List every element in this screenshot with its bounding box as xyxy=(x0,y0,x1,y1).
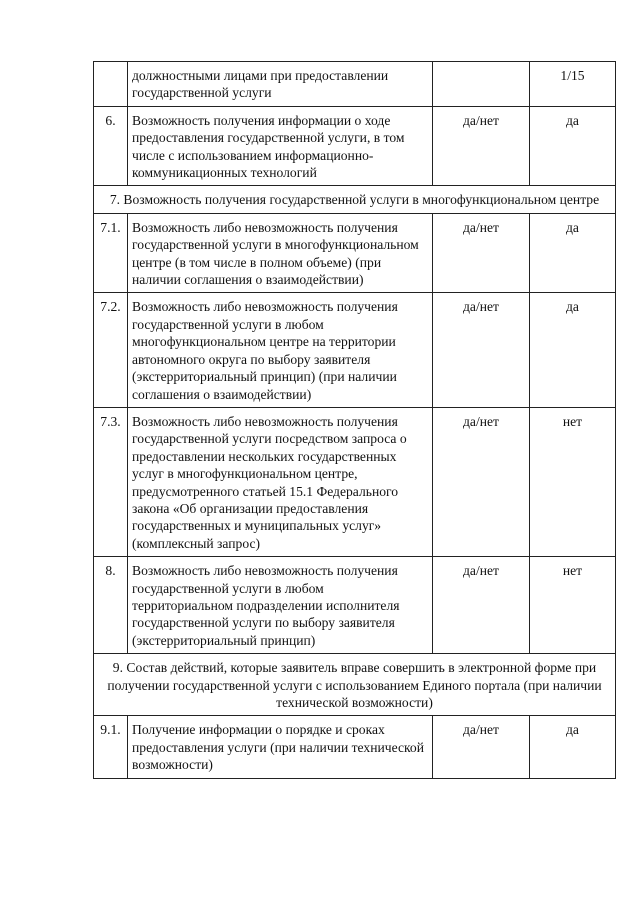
section-title: 9. Состав действий, которые заявитель вправе совершить в электронной форме при получении государственной услуги с использованием Единого портала (при наличии технической возможности) xyxy=(94,654,616,716)
indicator-value: да xyxy=(530,716,616,778)
table-row xyxy=(94,62,616,107)
indicator-value: да xyxy=(530,213,616,293)
indicator-description: Возможность либо невозможность получения государственной услуги посредством запроса о предоставлении нескольких государственных услуг в многофункциональном центре, предусмотренного статьей 15.1 Федерального закона «Об организации предоставления государственных и муниципальных услуг» (комплексный запрос) xyxy=(128,407,433,556)
row-number xyxy=(94,62,128,107)
indicator-description: Получение информации о порядке и сроках предоставления услуги (при наличии технической возможности) xyxy=(128,716,433,778)
indicator-description: должностными лицами при предоставлении государственной услуги xyxy=(128,62,433,107)
table-row xyxy=(94,106,616,186)
indicators-table xyxy=(93,61,616,779)
row-number: 7.2. xyxy=(94,293,128,407)
unit-of-measure: да/нет xyxy=(433,293,530,407)
indicator-description: Возможность либо невозможность получения государственной услуги в многофункциональном центре (в том числе в полном объеме) (при наличии соглашения о взаимодействии) xyxy=(128,213,433,293)
indicator-description: Возможность либо невозможность получения государственной услуги в любом территориальном подразделении исполнителя государственной услуги по выбору заявителя (экстерриториальный принцип) xyxy=(128,557,433,654)
section-header-row xyxy=(94,654,616,716)
unit-of-measure: да/нет xyxy=(433,557,530,654)
table-row xyxy=(94,557,616,654)
unit-of-measure: да/нет xyxy=(433,716,530,778)
row-number: 9.1. xyxy=(94,716,128,778)
indicator-description: Возможность либо невозможность получения государственной услуги в любом многофункциональном центре на территории автономного округа по выбору заявителя (экстерриториальный принцип) (при наличии соглашения о взаимодействии) xyxy=(128,293,433,407)
unit-of-measure: да/нет xyxy=(433,106,530,186)
row-number: 7.1. xyxy=(94,213,128,293)
row-number: 6. xyxy=(94,106,128,186)
unit-of-measure: да/нет xyxy=(433,213,530,293)
unit-of-measure xyxy=(433,62,530,107)
section-title: 7. Возможность получения государственной услуги в многофункциональном центре xyxy=(94,186,616,213)
section-header-row xyxy=(94,186,616,213)
indicator-value: нет xyxy=(530,557,616,654)
table-row xyxy=(94,213,616,293)
row-number: 7.3. xyxy=(94,407,128,556)
unit-of-measure: да/нет xyxy=(433,407,530,556)
indicator-value: да xyxy=(530,106,616,186)
indicator-value: да xyxy=(530,293,616,407)
table-row xyxy=(94,716,616,778)
row-number: 8. xyxy=(94,557,128,654)
indicator-value: нет xyxy=(530,407,616,556)
indicator-description: Возможность получения информации о ходе предоставления государственной услуги, в том числе с использованием информационно-коммуникационных технологий xyxy=(128,106,433,186)
indicator-value: 1/15 xyxy=(530,62,616,107)
table-row xyxy=(94,407,616,556)
table-row xyxy=(94,293,616,407)
